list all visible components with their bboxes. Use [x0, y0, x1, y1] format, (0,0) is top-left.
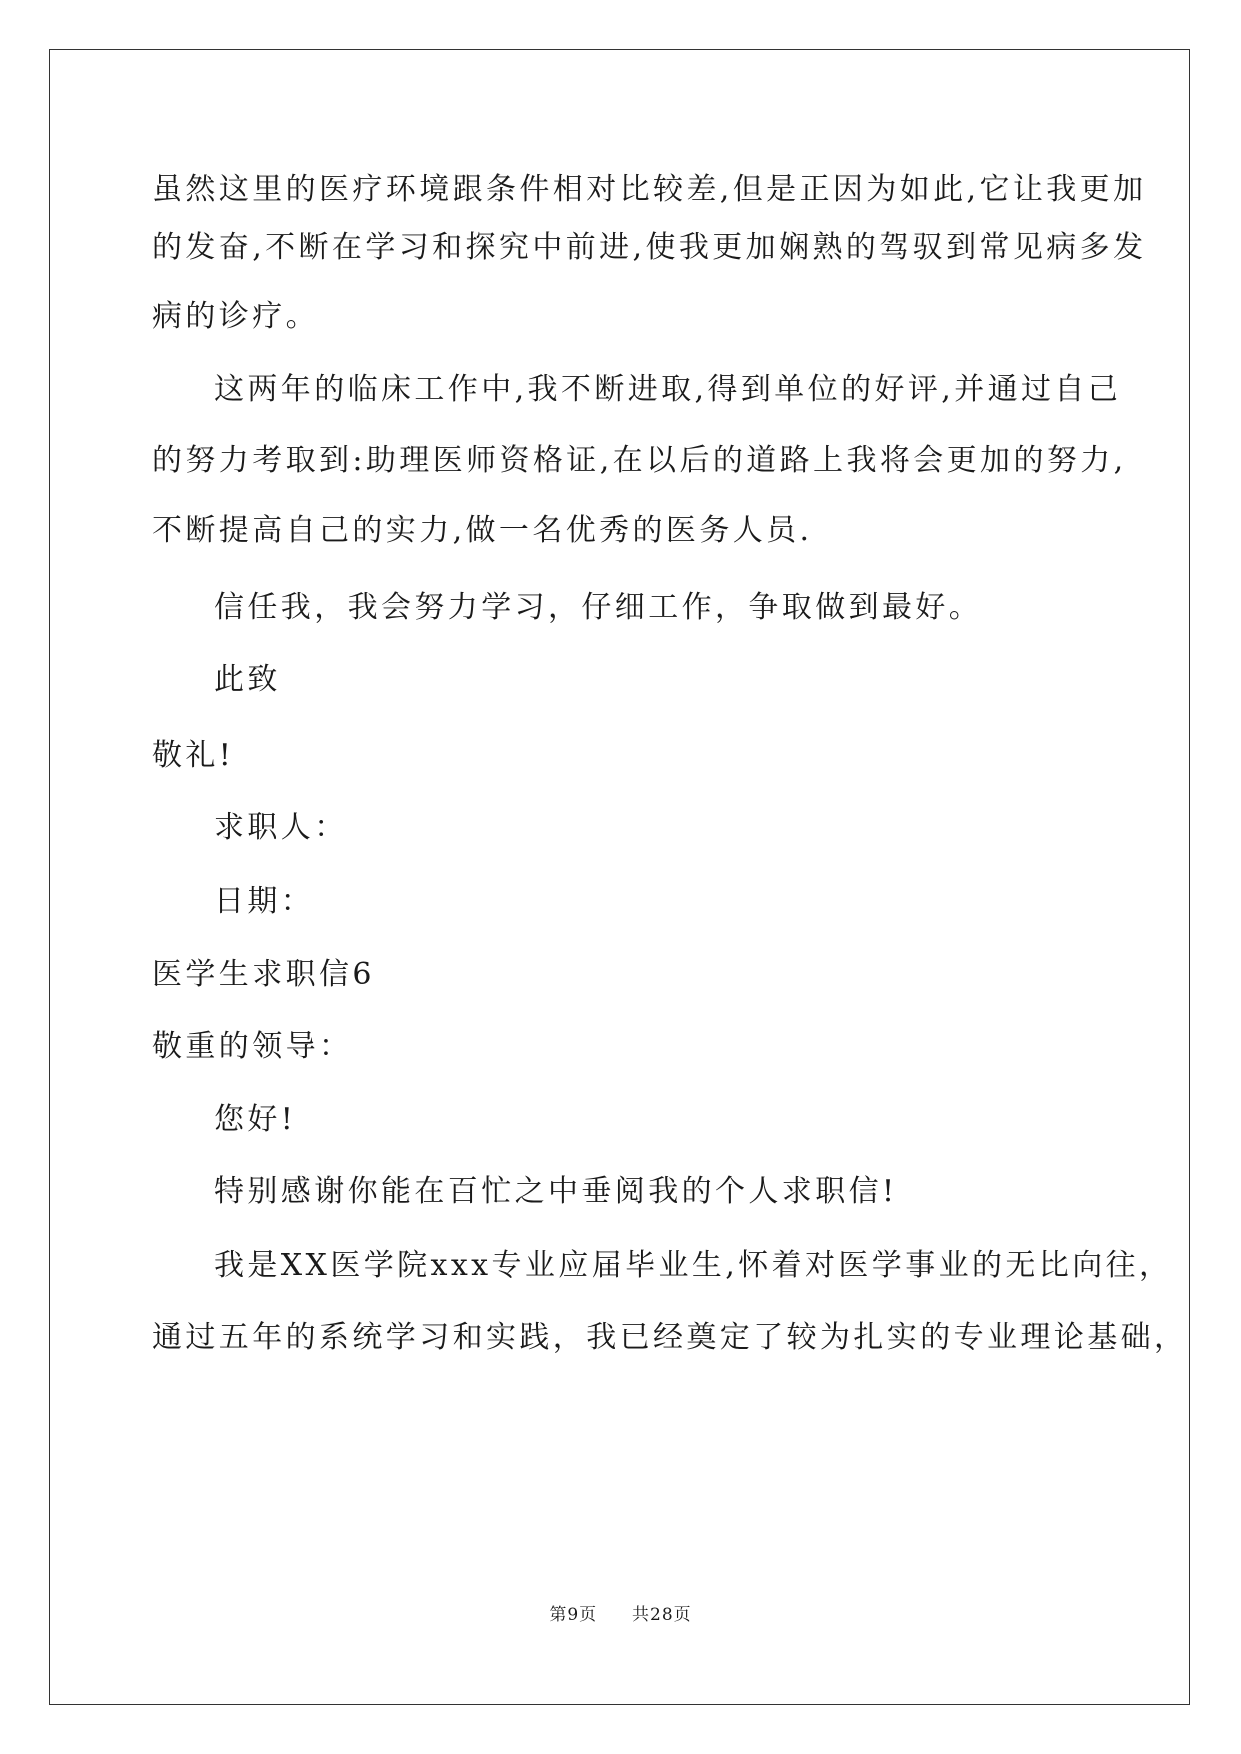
- closing-regards: 敬礼!: [152, 738, 235, 773]
- body-line: 的努力考取到:助理医师资格证,在以后的道路上我将会更加的努力,: [152, 443, 1127, 478]
- body-line: 不断提高自己的实力,做一名优秀的医务人员.: [152, 513, 813, 548]
- body-line: 特别感谢你能在百忙之中垂阅我的个人求职信!: [214, 1174, 898, 1209]
- greeting: 敬重的领导：: [152, 1029, 353, 1064]
- body-line: 信任我，我会努力学习，仔细工作，争取做到最好。: [214, 590, 983, 625]
- closing-salutation: 此致: [214, 662, 281, 697]
- body-line: 我是XX医学院xxx专业应届毕业生,怀着对医学事业的无比向往，: [214, 1248, 1173, 1283]
- body-line: 虽然这里的医疗环境跟条件相对比较差,但是正因为如此,它让我更加: [152, 172, 1147, 207]
- date-label: 日期：: [214, 884, 315, 919]
- page-total: 共28页: [632, 1605, 692, 1625]
- body-line: 的发奋,不断在学习和探究中前进,使我更加娴熟的驾驭到常见病多发: [152, 230, 1147, 265]
- body-line: 通过五年的系统学习和实践，我已经奠定了较为扎实的专业理论基础，: [152, 1320, 1188, 1355]
- page-number: 第9页: [549, 1605, 598, 1625]
- applicant-label: 求职人：: [214, 810, 348, 845]
- section-title: 医学生求职信6: [152, 957, 375, 992]
- page-footer: [0, 1603, 1241, 1627]
- body-line: 您好!: [214, 1102, 297, 1137]
- body-line: 这两年的临床工作中,我不断进取,得到单位的好评,并通过自己: [214, 372, 1122, 407]
- body-line: 病的诊疗。: [152, 299, 319, 334]
